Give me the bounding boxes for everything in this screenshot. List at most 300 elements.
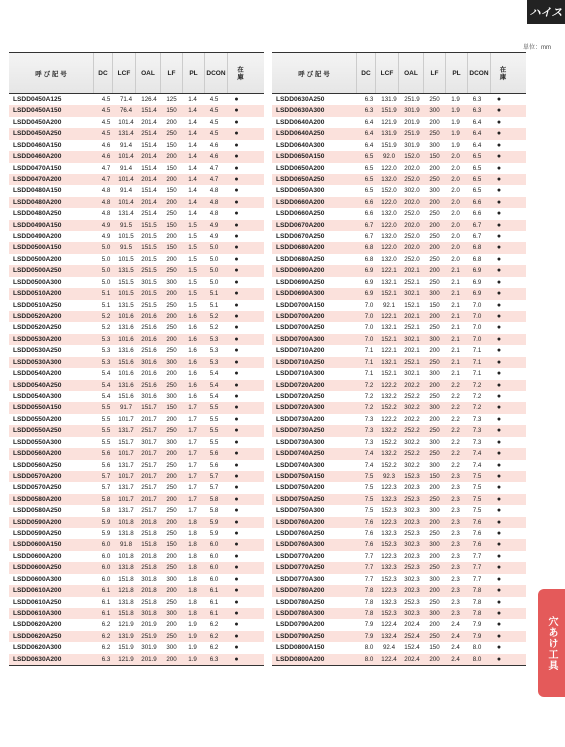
cell-dc: 6.5 [364,187,374,195]
cell-oal: 201.6 [141,335,157,343]
cell-dcon: 5.4 [209,381,219,389]
cell-lf: 200 [429,518,440,526]
stock-dot-icon: ● [234,175,239,183]
cell-pl: 1.4 [188,198,197,206]
cell-code: LSDD0690A300 [276,290,325,298]
cell-dcon: 6.9 [472,290,482,298]
cell-code: LSDD0650A150 [276,153,325,161]
cell-lcf: 92.1 [382,301,396,309]
table-row [272,619,526,630]
cell-dcon: 7.7 [472,575,482,583]
header-oal: OAL [399,53,424,93]
stock-dot-icon: ● [496,278,502,286]
cell-oal: 252.3 [404,598,420,606]
cell-lcf: 101.5 [118,290,134,298]
cell-dc: 7.4 [364,450,374,458]
table-row [9,368,264,379]
cell-oal: 251.4 [141,130,157,138]
stock-dot-icon: ● [496,415,502,423]
cell-dcon: 6.3 [472,107,482,115]
cell-dcon: 6.5 [472,175,482,183]
cell-oal: 151.4 [141,187,157,195]
cell-pl: 1.9 [188,632,197,640]
cell-oal: 151.7 [141,404,157,412]
unit-note: 単位：mm [523,45,551,51]
cell-dc: 6.4 [364,130,374,138]
stock-dot-icon: ● [234,278,239,286]
cell-lcf: 151.6 [118,392,134,400]
cell-dcon: 7.8 [472,609,482,617]
cell-pl: 2.3 [451,609,460,617]
table-row [272,631,526,642]
cell-dc: 7.7 [364,552,374,560]
cell-lcf: 101.4 [118,153,134,161]
cell-lcf: 92.4 [382,644,396,652]
stock-dot-icon: ● [234,141,239,149]
cell-code: LSDD0800A150 [276,644,325,652]
stock-dot-icon: ● [496,187,502,195]
cell-dc: 6.4 [364,141,374,149]
cell-dc: 7.0 [364,313,374,321]
cell-dc: 6.5 [364,175,374,183]
cell-lcf: 91.8 [119,541,133,549]
table-row [272,391,526,402]
cell-oal: 202.3 [404,484,420,492]
cell-lcf: 122.0 [381,244,397,252]
cell-dc: 7.5 [364,472,374,480]
cell-dc: 6.0 [101,564,111,572]
section-tab[interactable] [538,589,565,697]
cell-lf: 250 [429,632,440,640]
cell-lcf: 101.4 [118,175,134,183]
cell-lf: 150 [166,187,177,195]
table-row [272,414,526,425]
cell-lcf: 152.1 [381,290,397,298]
cell-code: LSDD0700A250 [276,324,325,332]
cell-dcon: 5.9 [209,530,219,538]
cell-code: LSDD0750A250 [276,495,325,503]
cell-dcon: 5.7 [209,472,219,480]
cell-pl: 1.6 [188,335,197,343]
cell-pl: 1.8 [188,587,197,595]
cell-code: LSDD0730A200 [276,415,325,423]
table-row [272,425,526,436]
table-row [9,231,264,242]
cell-lcf: 101.7 [118,450,134,458]
cell-lcf: 101.4 [118,198,134,206]
cell-dcon: 6.4 [472,141,482,149]
cell-dc: 4.7 [101,164,111,172]
cell-dc: 4.5 [101,118,111,126]
cell-dc: 5.0 [101,244,111,252]
cell-oal: 252.3 [404,530,420,538]
cell-dcon: 5.6 [209,450,219,458]
cell-lcf: 122.4 [381,655,397,663]
cell-code: LSDD0450A150 [13,107,62,115]
cell-dcon: 4.5 [209,118,219,126]
cell-pl: 1.7 [188,438,197,446]
cell-lf: 300 [166,392,177,400]
header-stock [228,53,251,93]
cell-lf: 250 [429,450,440,458]
cell-dcon: 4.8 [209,210,219,218]
table-row [272,231,526,242]
cell-code: LSDD0500A150 [13,244,62,252]
cell-pl: 2.3 [451,495,460,503]
table-row [9,151,264,162]
cell-lf: 250 [166,461,177,469]
cell-dcon: 7.8 [472,587,482,595]
table-row [272,140,526,151]
table-row [9,539,264,550]
cell-oal: 302.2 [404,461,420,469]
cell-oal: 151.4 [141,164,157,172]
cell-lcf: 131.8 [118,598,134,606]
cell-lf: 200 [429,244,440,252]
cell-dcon: 6.3 [209,655,219,663]
cell-pl: 1.9 [188,655,197,663]
table-row [9,402,264,413]
cell-code: LSDD0630A200 [13,655,62,663]
table-row [9,448,264,459]
cell-pl: 1.9 [451,118,460,126]
cell-code: LSDD0620A200 [13,621,62,629]
cell-pl: 1.9 [451,96,460,103]
table-row [9,585,264,596]
cell-lcf: 132.3 [381,598,397,606]
cell-oal: 152.1 [404,301,420,309]
cell-dc: 7.5 [364,484,374,492]
table-row [272,551,526,562]
stock-dot-icon: ● [496,210,502,218]
cell-code: LSDD0480A200 [13,198,62,206]
stock-dot-icon: ● [496,655,502,663]
stock-dot-icon: ● [496,335,502,343]
cell-code: LSDD0690A200 [276,267,325,275]
stock-dot-icon: ● [234,461,239,469]
cell-dcon: 6.0 [209,541,219,549]
cell-code: LSDD0580A250 [13,507,62,515]
table-row [9,322,264,333]
cell-pl: 2.4 [451,655,460,663]
cell-pl: 1.9 [451,130,460,138]
stock-dot-icon: ● [496,541,502,549]
cell-dc: 5.2 [101,313,111,321]
cell-dcon: 7.1 [472,358,482,366]
table-row [9,414,264,425]
cell-oal: 251.6 [141,381,157,389]
cell-dcon: 7.5 [472,495,482,503]
cell-oal: 302.1 [404,290,420,298]
cell-lcf: 91.4 [119,187,133,195]
cell-lf: 300 [166,644,177,652]
cell-lcf: 151.8 [118,609,134,617]
table-row [272,642,526,653]
cell-oal: 252.2 [404,427,420,435]
cell-pl: 1.9 [188,644,197,652]
table-row [9,140,264,151]
stock-dot-icon: ● [234,598,239,606]
cell-lcf: 91.4 [119,164,133,172]
cell-lcf: 101.8 [118,518,134,526]
cell-oal: 201.5 [141,255,157,263]
cell-dc: 7.4 [364,461,374,469]
stock-dot-icon: ● [234,221,239,229]
cell-code: LSDD0760A250 [276,530,325,538]
cell-pl: 2.1 [451,370,460,378]
stock-dot-icon: ● [496,587,502,595]
cell-oal: 201.5 [141,233,157,241]
cell-lf: 250 [429,278,440,286]
cell-pl: 2.0 [451,164,460,172]
cell-oal: 201.9 [404,118,420,126]
cell-code: LSDD0800A200 [276,655,325,663]
stock-dot-icon: ● [496,530,502,538]
table-row [9,631,264,642]
cell-pl: 1.7 [188,461,197,469]
cell-lf: 200 [166,153,177,161]
cell-lf: 200 [429,198,440,206]
cell-lcf: 131.4 [118,210,134,218]
table-row [9,574,264,585]
cell-dcon: 7.5 [472,484,482,492]
cell-lcf: 131.6 [118,381,134,389]
cell-dcon: 5.0 [209,255,219,263]
table-row [9,94,264,105]
cell-lcf: 122.3 [381,587,397,595]
stock-dot-icon: ● [234,358,239,366]
cell-oal: 202.2 [404,381,420,389]
cell-dc: 6.1 [101,598,111,606]
table-row [272,505,526,516]
cell-lcf: 121.9 [118,621,134,629]
cell-code: LSDD0650A300 [276,187,325,195]
cell-lf: 250 [429,392,440,400]
cell-code: LSDD0790A200 [276,621,325,629]
cell-dc: 6.8 [364,255,374,263]
cell-lf: 250 [166,427,177,435]
cell-lf: 200 [166,621,177,629]
stock-dot-icon: ● [496,450,502,458]
cell-dc: 6.2 [101,621,111,629]
table-row [272,585,526,596]
stock-dot-icon: ● [496,290,502,298]
cell-pl: 1.6 [188,347,197,355]
cell-pl: 2.1 [451,358,460,366]
cell-lcf: 152.1 [381,335,397,343]
cell-code: LSDD0610A300 [13,609,62,617]
cell-dc: 7.2 [364,381,374,389]
table-row [9,277,264,288]
cell-dc: 7.0 [364,335,374,343]
cell-pl: 2.3 [451,598,460,606]
cell-lcf: 122.0 [381,164,397,172]
cell-code: LSDD0630A250 [276,96,325,103]
cell-lf: 250 [429,324,440,332]
cell-pl: 2.4 [451,644,460,652]
cell-oal: 201.7 [141,450,157,458]
cell-dcon: 6.4 [472,130,482,138]
cell-pl: 2.1 [451,301,460,309]
cell-lf: 150 [166,141,177,149]
table-row [272,608,526,619]
stock-dot-icon: ● [234,392,239,400]
cell-dc: 7.0 [364,301,374,309]
table-row [272,528,526,539]
table-row [272,288,526,299]
cell-dc: 5.0 [101,267,111,275]
cell-lf: 300 [166,358,177,366]
header-lf: LF [161,53,183,93]
cell-dc: 6.0 [101,575,111,583]
table-row [272,185,526,196]
cell-lcf: 131.7 [118,484,134,492]
stock-dot-icon: ● [234,415,239,423]
cell-dcon: 5.8 [209,507,219,515]
cell-dcon: 4.9 [209,221,219,229]
cell-code: LSDD0450A200 [13,118,62,126]
cell-lf: 250 [166,530,177,538]
table-row [9,642,264,653]
stock-dot-icon: ● [234,244,239,252]
table-row [9,345,264,356]
cell-dcon: 7.4 [472,450,482,458]
spec-table-left [9,52,264,666]
cell-lf: 200 [166,655,177,663]
cell-oal: 202.0 [404,221,420,229]
stock-dot-icon: ● [234,313,239,321]
cell-dc: 6.8 [364,244,374,252]
cell-lf: 200 [429,164,440,172]
cell-lf: 150 [429,644,440,652]
cell-dc: 5.8 [101,507,111,515]
cell-dc: 6.4 [364,118,374,126]
header-stock [491,53,513,93]
cell-code: LSDD0450A125 [13,96,62,103]
cell-lcf: 152.2 [381,404,397,412]
cell-dcon: 5.9 [209,518,219,526]
cell-lcf: 121.9 [118,655,134,663]
cell-pl: 2.3 [451,564,460,572]
cell-dcon: 7.4 [472,461,482,469]
cell-code: LSDD0650A200 [276,164,325,172]
header-code: 呼 び 記 号 [9,53,94,93]
cell-code: LSDD0540A200 [13,370,62,378]
table-row [272,482,526,493]
spec-table-right [272,52,526,666]
cell-dcon: 5.0 [209,244,219,252]
cell-code: LSDD0570A250 [13,484,62,492]
table-row [9,242,264,253]
table-row [272,574,526,585]
cell-dc: 5.7 [101,472,111,480]
cell-lf: 250 [429,427,440,435]
cell-lcf: 132.4 [381,632,397,640]
cell-code: LSDD0770A250 [276,564,325,572]
cell-lcf: 121.8 [118,587,134,595]
cell-lcf: 132.0 [381,255,397,263]
cell-lf: 300 [429,438,440,446]
stock-dot-icon: ● [496,392,502,400]
cell-lcf: 122.0 [381,198,397,206]
cell-lf: 300 [429,507,440,515]
table-row [272,242,526,253]
cell-pl: 2.0 [451,233,460,241]
cell-pl: 2.3 [451,507,460,515]
header-dc: DC [94,53,113,93]
cell-dcon: 7.8 [472,598,482,606]
cell-code: LSDD0710A200 [276,347,325,355]
cell-oal: 251.7 [141,427,157,435]
cell-dc: 6.5 [364,153,374,161]
cell-code: LSDD0780A200 [276,587,325,595]
stock-dot-icon: ● [496,153,502,161]
cell-lcf: 122.1 [381,267,397,275]
cell-oal: 251.6 [141,324,157,332]
cell-oal: 252.0 [404,233,420,241]
cell-lcf: 101.7 [118,415,134,423]
cell-code: LSDD0540A300 [13,392,62,400]
cell-oal: 202.0 [404,244,420,252]
cell-oal: 201.9 [141,621,157,629]
cell-lf: 250 [429,598,440,606]
cell-lf: 250 [429,358,440,366]
cell-oal: 251.8 [141,564,157,572]
cell-pl: 1.5 [188,221,197,229]
cell-lf: 300 [429,187,440,195]
cell-pl: 1.8 [188,518,197,526]
cell-lcf: 122.1 [381,313,397,321]
cell-dcon: 6.8 [472,244,482,252]
stock-dot-icon: ● [496,233,502,241]
stock-dot-icon: ● [234,507,239,515]
table-row [272,128,526,139]
cell-dcon: 6.2 [209,644,219,652]
cell-oal: 201.5 [141,290,157,298]
stock-dot-icon: ● [234,130,239,138]
stock-dot-icon: ● [496,164,502,172]
stock-dot-icon: ● [234,609,239,617]
stock-dot-icon: ● [496,518,502,526]
cell-dcon: 7.0 [472,301,482,309]
cell-dc: 7.7 [364,575,374,583]
table-row [272,208,526,219]
stock-dot-icon: ● [234,518,239,526]
cell-dc: 6.9 [364,278,374,286]
cell-dc: 4.9 [101,233,111,241]
stock-dot-icon: ● [496,255,502,263]
cell-lcf: 122.3 [381,552,397,560]
table-row [9,311,264,322]
cell-dc: 7.7 [364,564,374,572]
stock-dot-icon: ● [234,552,239,560]
table-row [272,460,526,471]
cell-dcon: 5.4 [209,392,219,400]
stock-dot-icon: ● [496,221,502,229]
cell-code: LSDD0600A200 [13,552,62,560]
cell-pl: 2.0 [451,210,460,218]
stock-dot-icon: ● [234,290,239,298]
stock-dot-icon: ● [234,233,239,241]
cell-code: LSDD0760A200 [276,518,325,526]
cell-code: LSDD0630A300 [276,107,325,115]
cell-lf: 200 [166,518,177,526]
cell-lf: 200 [429,587,440,595]
cell-oal: 201.9 [141,655,157,663]
cell-lcf: 101.7 [118,495,134,503]
cell-dc: 5.5 [101,415,111,423]
cell-dc: 7.3 [364,438,374,446]
